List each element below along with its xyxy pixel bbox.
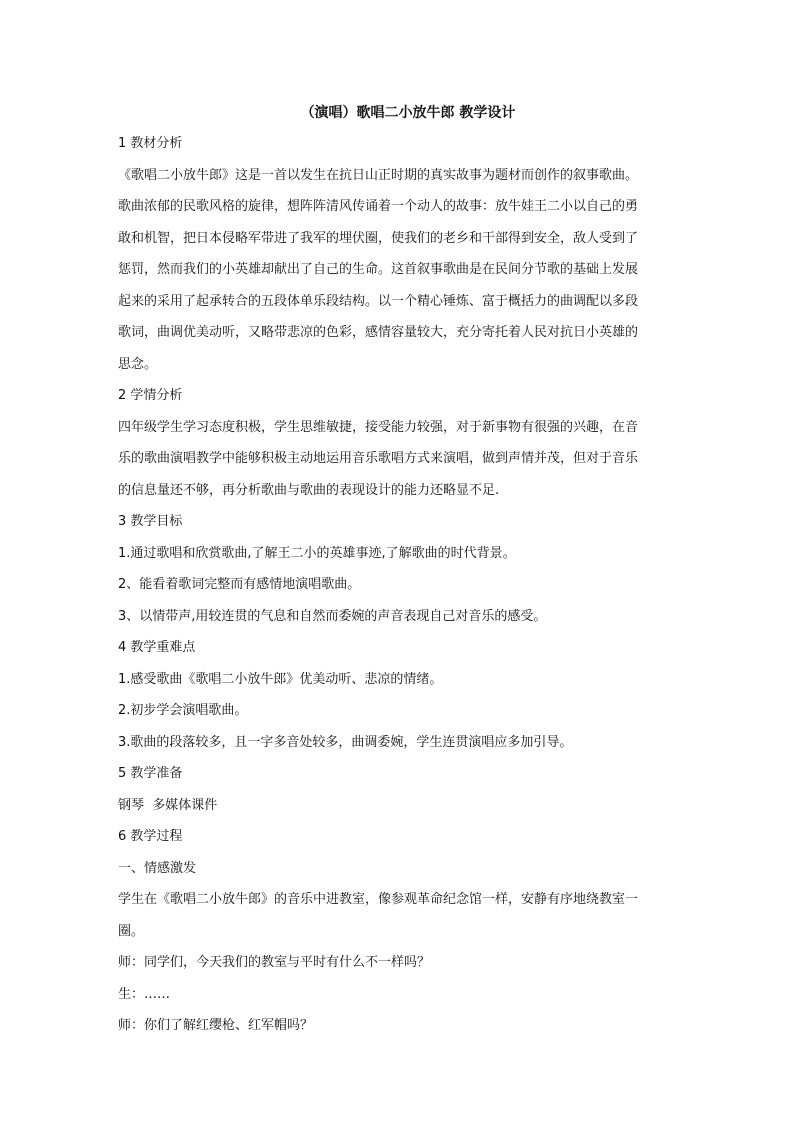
- paragraph-line: 圈。: [118, 923, 145, 939]
- paragraph-line: 敢和机智，把日本侵略军带进了我军的埋伏圈，使我们的老乡和干部得到安全，敌人受到了: [118, 230, 639, 246]
- list-item: 2、能看着歌词完整而有感情地演唱歌曲。: [118, 577, 361, 592]
- list-item: 2.初步学会演唱歌曲。: [118, 703, 248, 718]
- paragraph-line: 《歌唱二小放牛郎》这是一首以发生在抗日山正时期的真实故事为题材而创作的叙事歌曲。: [118, 167, 639, 183]
- paragraph-line: 歌词，曲调优美动听，又略带悲凉的色彩，感情容量较大，充分寄托着人民对抗日小英雄的: [118, 325, 639, 340]
- section-heading-analysis: 1 教材分析: [118, 136, 183, 151]
- document-title: （演唱）歌唱二小放牛郎 教学设计: [300, 105, 516, 121]
- list-item: 1.感受歌曲《歌唱二小放牛郎》优美动听、悲凉的情绪。: [118, 671, 443, 687]
- section-heading-goals: 3 教学目标: [118, 514, 183, 529]
- paragraph-line: 学生在《歌唱二小放牛郎》的音乐中进教室，像参观革命纪念馆一样，安静有序地绕教室一: [118, 892, 639, 907]
- paragraph-line: 乐的歌曲演唱教学中能够积极主动地运用音乐歌唱方式来演唱，做到声情并茂，但对于音乐: [118, 451, 639, 466]
- section-heading-preparation: 5 教学准备: [118, 766, 183, 781]
- paragraph-line: 的信息量还不够，再分析歌曲与歌曲的表现设计的能力还略显不足.: [118, 482, 500, 498]
- subsection-heading: 一、情感激发: [118, 860, 197, 876]
- section-heading-key-points: 4 教学重难点: [118, 640, 196, 655]
- dialog-line: 师：你们了解红缨枪、红军帽吗？: [118, 1018, 314, 1033]
- preparation-text: 钢琴 多媒体课件: [118, 797, 218, 813]
- list-item: 3.歌曲的段落较多，且一字多音处较多，曲调委婉，学生连贯演唱应多加引导。: [118, 734, 573, 750]
- paragraph-line: 起来的采用了起承转合的五段体单乐段结构。以一个精心锤炼、富于概括力的曲调配以多段: [118, 293, 639, 309]
- section-heading-process: 6 教学过程: [118, 829, 183, 844]
- section-heading-students: 2 学情分析: [118, 388, 183, 403]
- paragraph-line: 歌曲浓郁的民歌风格的旋律，想阵阵清风传诵着一个动人的故事：放牛娃王二小以自己的勇: [118, 199, 639, 214]
- paragraph-line: 思念。: [118, 356, 158, 372]
- list-item: 3、以情带声,用较连贯的气息和自然而委婉的声音表现自己对音乐的感受。: [118, 608, 547, 624]
- dialog-line: 师：同学们，今天我们的教室与平时有什么不一样吗？: [118, 955, 431, 970]
- dialog-line: 生：……: [118, 986, 171, 1002]
- list-item: 1.通过歌唱和欣赏歌曲,了解王二小的英雄事迹,了解歌曲的时代背景。: [118, 545, 516, 561]
- document-page: [118, 98, 678, 1042]
- paragraph-line: 惩罚，然而我们的小英雄却献出了自己的生命。这首叙事歌曲是在民间分节歌的基础上发展: [118, 262, 639, 277]
- paragraph-line: 四年级学生学习态度积极，学生思维敏捷，接受能力较强，对于新事物有很强的兴趣，在音: [118, 419, 639, 435]
